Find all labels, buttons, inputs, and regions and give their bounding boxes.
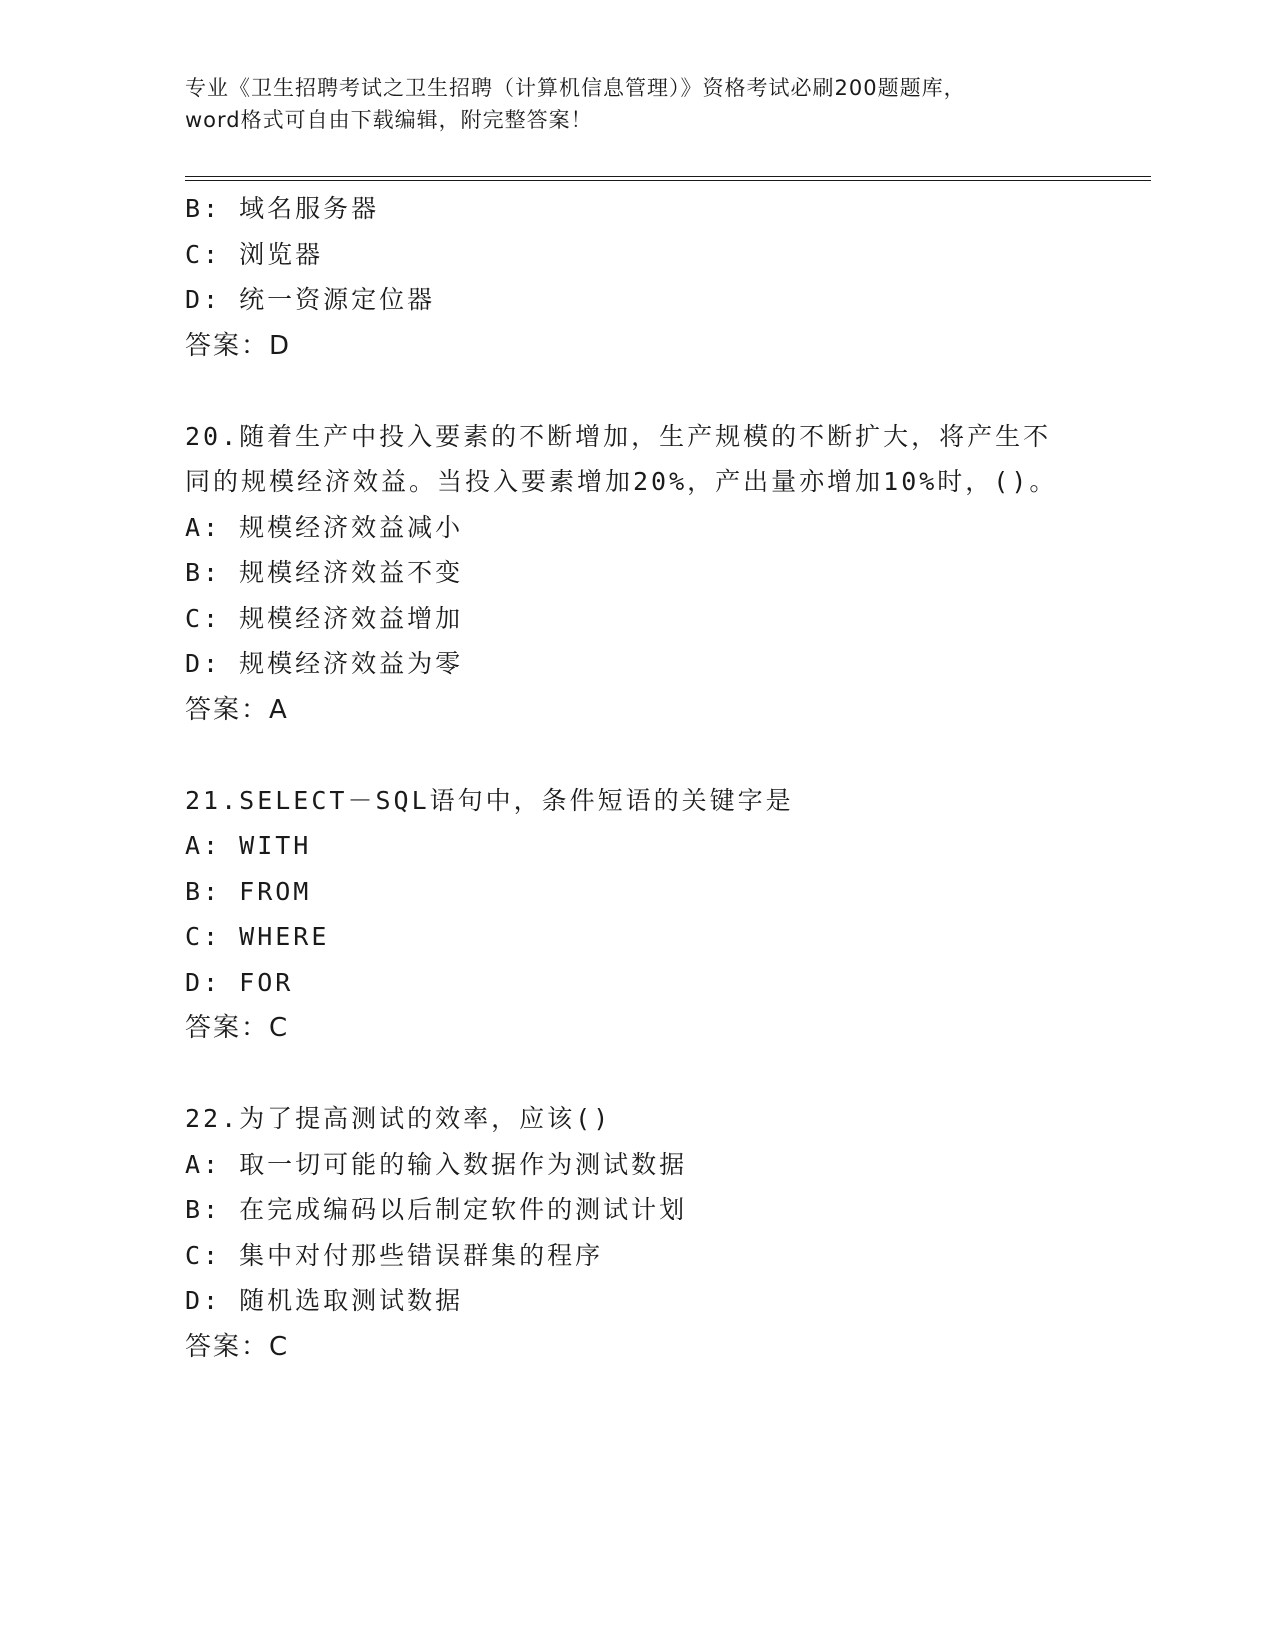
option-b: B: 在完成编码以后制定软件的测试计划 — [185, 1195, 688, 1224]
option-c: C: WHERE — [185, 922, 330, 951]
answer-label: 答案：A — [185, 694, 289, 725]
question-19-tail — [185, 186, 1085, 369]
option-d: D: 规模经济效益为零 — [185, 649, 464, 678]
question-stem-line-1: 20.随着生产中投入要素的不断增加，生产规模的不断扩大，将产生不 — [185, 421, 1052, 451]
header-title-line-2: word格式可自由下载编辑，附完整答案！ — [185, 108, 593, 132]
option-b: B: FROM — [185, 876, 312, 906]
option-d: D: 随机选取测试数据 — [185, 1286, 464, 1315]
header-title-line-1: 专业《卫生招聘考试之卫生招聘（计算机信息管理）》资格考试必刷200题题库， — [185, 76, 966, 100]
spacer — [185, 1051, 1085, 1096]
option-c: C: 集中对付那些错误群集的程序 — [185, 1240, 604, 1270]
option-c: C: 规模经济效益增加 — [185, 603, 464, 633]
option-a: A: 取一切可能的输入数据作为测试数据 — [185, 1149, 688, 1179]
option-c: C: 浏览器 — [185, 239, 324, 269]
option-a: A: 规模经济效益减小 — [185, 512, 464, 542]
answer-label: 答案：C — [185, 1331, 290, 1362]
question-stem: 21.SELECT－SQL语句中，条件短语的关键字是 — [185, 785, 794, 815]
question-20 — [185, 414, 1085, 733]
question-list — [185, 186, 1085, 1370]
option-d: D: 统一资源定位器 — [185, 285, 436, 314]
option-a: A: WITH — [185, 831, 312, 860]
answer-label: 答案：D — [185, 330, 292, 361]
spacer — [185, 733, 1085, 778]
header-divider-bottom — [185, 180, 1151, 181]
spacer — [185, 369, 1085, 414]
question-22 — [185, 1096, 1085, 1370]
option-b: B: 域名服务器 — [185, 194, 380, 223]
question-stem-line-2: 同的规模经济效益。当投入要素增加20%，产出量亦增加10%时，()。 — [185, 467, 1058, 496]
answer-label: 答案：C — [185, 1013, 290, 1043]
option-b: B: 规模经济效益不变 — [185, 558, 464, 587]
option-d: D: FOR — [185, 967, 294, 997]
question-stem: 22.为了提高测试的效率，应该() — [185, 1104, 612, 1133]
header-divider-top — [185, 176, 1151, 177]
question-21 — [185, 778, 1085, 1052]
document-header — [185, 72, 1085, 136]
